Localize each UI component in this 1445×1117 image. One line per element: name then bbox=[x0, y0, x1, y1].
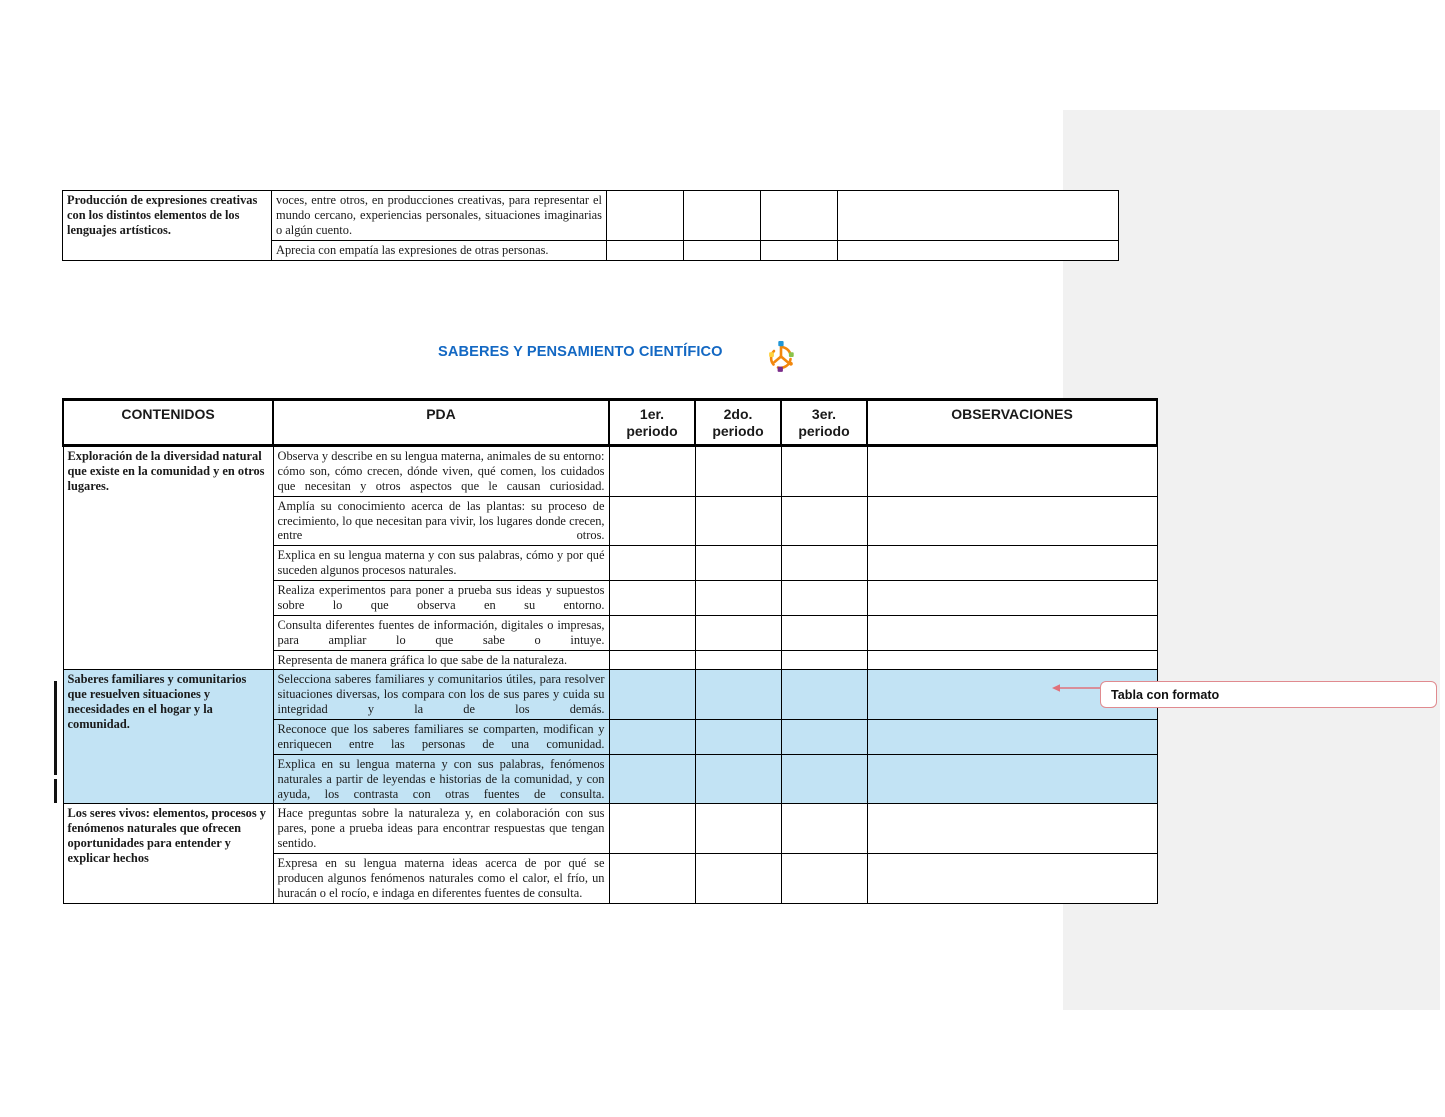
observaciones-cell[interactable] bbox=[867, 496, 1157, 546]
table-row bbox=[63, 446, 1157, 497]
comment-leader-arrow bbox=[1051, 681, 1103, 695]
periodo-2-cell[interactable] bbox=[695, 446, 781, 497]
pda-cell: Amplía su conocimiento acerca de las plantas: su proceso de crecimiento, lo que necesitan para vivir, los lugares donde crecen, entre otros. bbox=[273, 496, 609, 546]
periodo-2-cell[interactable] bbox=[695, 496, 781, 546]
periodo-3-cell[interactable] bbox=[781, 854, 867, 904]
observaciones-cell[interactable] bbox=[867, 804, 1157, 854]
header-periodo-2-line1: 2do. bbox=[723, 406, 753, 422]
periodo-3-cell[interactable] bbox=[781, 615, 867, 650]
comment-text: Tabla con formato bbox=[1111, 687, 1220, 702]
periodo-2-cell[interactable] bbox=[695, 546, 781, 581]
periodo-1-cell[interactable] bbox=[609, 496, 695, 546]
periodo-1-cell[interactable] bbox=[609, 581, 695, 616]
periodo-1-cell[interactable] bbox=[609, 615, 695, 650]
periodo-3-cell[interactable] bbox=[781, 496, 867, 546]
header-periodo-1-line1: 1er. bbox=[639, 406, 665, 422]
periodo-1-cell[interactable] bbox=[609, 804, 695, 854]
periodo-1-cell[interactable] bbox=[607, 191, 684, 241]
periodo-3-cell[interactable] bbox=[761, 191, 838, 241]
periodo-2-cell[interactable] bbox=[695, 650, 781, 670]
periodo-1-cell[interactable] bbox=[607, 240, 684, 260]
observaciones-cell[interactable] bbox=[838, 240, 1119, 260]
observaciones-cell[interactable] bbox=[867, 854, 1157, 904]
header-periodo-3-line2: periodo bbox=[798, 422, 850, 439]
header-contenidos: CONTENIDOS bbox=[63, 400, 273, 446]
observaciones-cell[interactable] bbox=[867, 754, 1157, 804]
table-row bbox=[63, 804, 1157, 854]
periodo-1-cell[interactable] bbox=[609, 446, 695, 497]
section-heading: SABERES Y PENSAMIENTO CIENTÍFICO bbox=[438, 344, 723, 360]
pda-cell: Expresa en su lengua materna ideas acerca de por qué se producen algunos fenómenos naturales como el calor, el frío, un huracán o el rocío, e indaga en diferentes fuentes de consulta. bbox=[273, 854, 609, 904]
table-row-highlighted bbox=[63, 670, 1157, 720]
periodo-1-cell[interactable] bbox=[609, 720, 695, 755]
observaciones-cell[interactable] bbox=[867, 446, 1157, 497]
pda-cell: Hace preguntas sobre la naturaleza y, en colaboración con sus pares, pone a prueba ideas para encontrar respuestas que tengan sentido. bbox=[273, 804, 609, 854]
observaciones-cell[interactable] bbox=[867, 650, 1157, 670]
periodo-2-cell[interactable] bbox=[684, 191, 761, 241]
pda-cell: Observa y describe en su lengua materna, animales de su entorno: cómo son, cómo crecen, dónde viven, qué comen, los cuidados que necesitan y otros aspectos que le causan curiosidad. bbox=[273, 446, 609, 497]
periodo-3-cell[interactable] bbox=[781, 670, 867, 720]
header-periodo-3 bbox=[781, 400, 867, 446]
contenido-cell: Los seres vivos: elementos, procesos y fenómenos naturales que ofrecen oportunidades para entender y explicar hechos bbox=[63, 804, 273, 903]
header-observaciones: OBSERVACIONES bbox=[867, 400, 1157, 446]
pda-cell: Consulta diferentes fuentes de información, digitales o impresas, para ampliar lo que sabe o intuye. bbox=[273, 615, 609, 650]
header-pda: PDA bbox=[273, 400, 609, 446]
header-periodo-3-line1: 3er. bbox=[811, 406, 837, 422]
periodo-3-cell[interactable] bbox=[781, 754, 867, 804]
pda-cell: Realiza experimentos para poner a prueba sus ideas y supuestos sobre lo que observa en su entorno. bbox=[273, 581, 609, 616]
periodo-3-cell[interactable] bbox=[781, 581, 867, 616]
header-periodo-2 bbox=[695, 400, 781, 446]
observaciones-cell[interactable] bbox=[867, 546, 1157, 581]
periodo-3-cell[interactable] bbox=[781, 650, 867, 670]
periodo-3-cell[interactable] bbox=[781, 546, 867, 581]
table-header-row bbox=[63, 400, 1157, 446]
pda-cell: voces, entre otros, en producciones creativas, para representar el mundo cercano, experiencias personales, situaciones imaginarias o algún cuento. bbox=[272, 191, 607, 241]
periodo-2-cell[interactable] bbox=[695, 670, 781, 720]
contenido-cell: Exploración de la diversidad natural que existe en la comunidad y en otros lugares. bbox=[63, 446, 273, 670]
pda-cell: Reconoce que los saberes familiares se comparten, modifican y enriquecen entre las personas de una comunidad. bbox=[273, 720, 609, 755]
periodo-2-cell[interactable] bbox=[695, 804, 781, 854]
science-people-icon bbox=[760, 336, 802, 378]
periodo-2-cell[interactable] bbox=[684, 240, 761, 260]
header-periodo-2-line2: periodo bbox=[712, 422, 764, 439]
pda-cell: Aprecia con empatía las expresiones de otras personas. bbox=[272, 240, 607, 260]
periodo-3-cell[interactable] bbox=[781, 804, 867, 854]
contenido-cell: Producción de expresiones creativas con los distintos elementos de los lenguajes artísticos. bbox=[63, 191, 272, 261]
periodo-1-cell[interactable] bbox=[609, 650, 695, 670]
contenidos-pda-table bbox=[62, 398, 1158, 904]
periodo-2-cell[interactable] bbox=[695, 754, 781, 804]
observaciones-cell[interactable] bbox=[838, 191, 1119, 241]
observaciones-cell[interactable] bbox=[867, 581, 1157, 616]
pda-cell: Representa de manera gráfica lo que sabe de la naturaleza. bbox=[273, 650, 609, 670]
observaciones-cell[interactable] bbox=[867, 720, 1157, 755]
periodo-2-cell[interactable] bbox=[695, 720, 781, 755]
change-bar bbox=[54, 779, 57, 803]
pda-cell: Selecciona saberes familiares y comunitarios útiles, para resolver situaciones diversas, los compara con los de sus pares y cuida su integridad y la de los demás. bbox=[273, 670, 609, 720]
change-bar bbox=[54, 681, 57, 775]
periodo-3-cell[interactable] bbox=[761, 240, 838, 260]
periodo-3-cell[interactable] bbox=[781, 720, 867, 755]
header-periodo-1-line2: periodo bbox=[626, 422, 678, 439]
periodo-1-cell[interactable] bbox=[609, 670, 695, 720]
periodo-2-cell[interactable] bbox=[695, 854, 781, 904]
comment-callout[interactable] bbox=[1100, 681, 1437, 708]
periodo-2-cell[interactable] bbox=[695, 615, 781, 650]
pda-cell: Explica en su lengua materna y con sus palabras, fenómenos naturales a partir de leyendas e historias de la comunidad, y con ayuda, los contrasta con otras fuentes de consulta. bbox=[273, 754, 609, 804]
continuation-table bbox=[62, 190, 1119, 261]
periodo-1-cell[interactable] bbox=[609, 546, 695, 581]
periodo-2-cell[interactable] bbox=[695, 581, 781, 616]
pda-cell: Explica en su lengua materna y con sus palabras, cómo y por qué suceden algunos procesos naturales. bbox=[273, 546, 609, 581]
periodo-1-cell[interactable] bbox=[609, 754, 695, 804]
periodo-1-cell[interactable] bbox=[609, 854, 695, 904]
contenido-cell: Saberes familiares y comunitarios que resuelven situaciones y necesidades en el hogar y la comunidad. bbox=[63, 670, 273, 804]
table-row bbox=[63, 191, 1119, 241]
periodo-3-cell[interactable] bbox=[781, 446, 867, 497]
header-periodo-1 bbox=[609, 400, 695, 446]
observaciones-cell[interactable] bbox=[867, 615, 1157, 650]
